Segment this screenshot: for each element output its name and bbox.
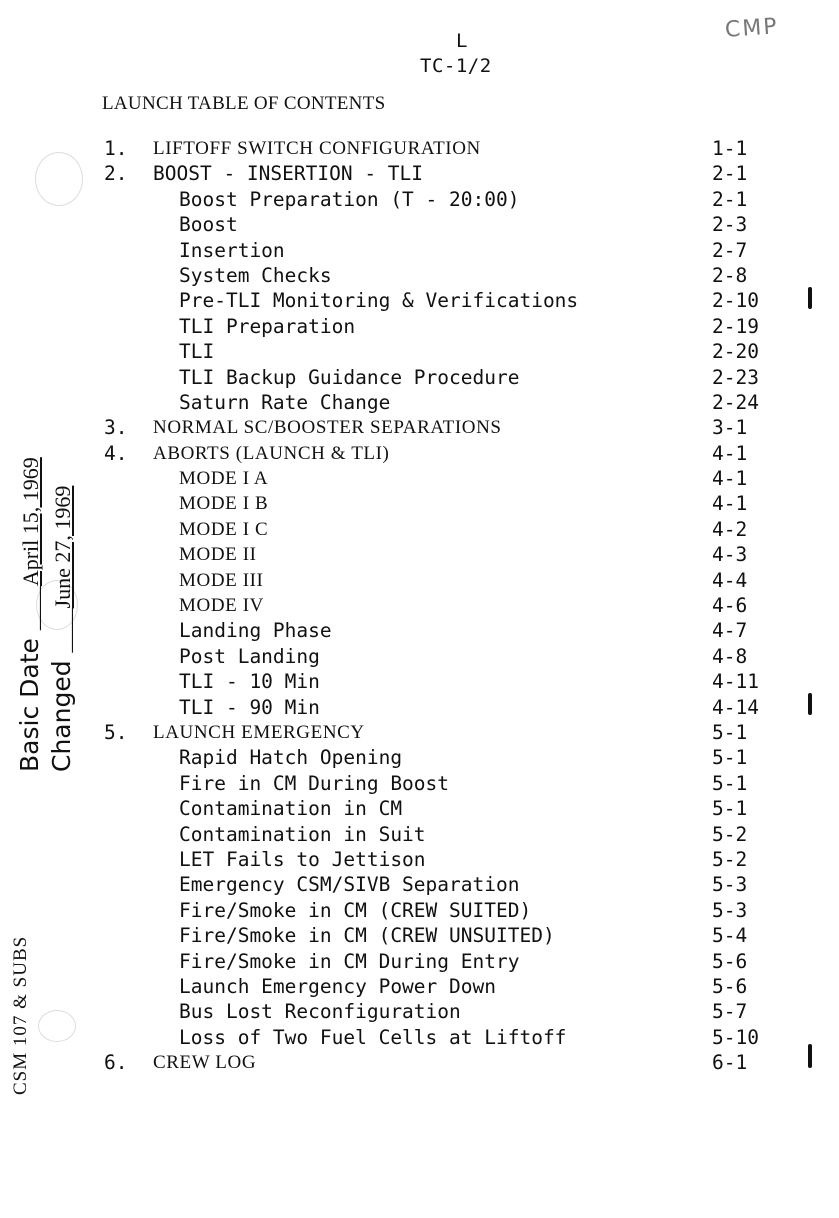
toc-label: Fire/Smoke in CM (CREW UNSUITED) <box>179 924 555 948</box>
toc-page-ref: 2-19 <box>712 314 759 338</box>
toc-entry <box>0 466 839 491</box>
revision-bar <box>808 693 812 715</box>
toc-page-ref: 5-4 <box>712 924 748 948</box>
toc-number: 6. <box>104 1051 128 1075</box>
toc-entry <box>0 314 839 339</box>
toc-entry <box>0 847 839 872</box>
toc-entry <box>0 339 839 364</box>
toc-label: MODE II <box>179 544 257 566</box>
toc-label: LIFTOFF SWITCH CONFIGURATION <box>153 138 481 159</box>
toc-label: System Checks <box>179 263 332 287</box>
toc-page-ref: 4-8 <box>712 644 748 668</box>
toc-label: MODE I C <box>179 518 269 540</box>
toc-label: MODE I B <box>179 493 269 515</box>
toc-entry <box>0 999 839 1024</box>
toc-label: Emergency CSM/SIVB Separation <box>179 873 520 897</box>
toc-label: LET Fails to Jettison <box>179 847 426 871</box>
toc-page-ref: 2-23 <box>712 365 759 389</box>
toc-entry <box>0 796 839 821</box>
toc-page-ref: 4-2 <box>712 517 748 541</box>
toc-page-ref: 5-3 <box>712 898 748 922</box>
toc-page-ref: 5-1 <box>712 771 748 795</box>
toc-page-ref: 4-1 <box>712 441 748 465</box>
toc-page-ref: 5-10 <box>712 1025 759 1049</box>
toc-entry <box>0 542 839 567</box>
toc-label: Post Landing <box>179 644 320 668</box>
toc-page-ref: 6-1 <box>712 1051 748 1075</box>
toc-entry <box>0 365 839 390</box>
toc-page-ref: 4-1 <box>712 467 748 491</box>
toc-label: NORMAL SC/BOOSTER SEPARATIONS <box>153 417 502 439</box>
toc-entry <box>0 644 839 669</box>
toc-page-ref: 2-3 <box>712 213 748 237</box>
cmp-stamp: CMP <box>724 14 780 43</box>
changed-label: Changed <box>47 660 76 772</box>
toc-page-ref: 2-10 <box>712 289 759 313</box>
toc-entry <box>0 771 839 796</box>
toc-page-ref: 5-6 <box>712 949 748 973</box>
toc-entry <box>0 974 839 999</box>
toc-label: Fire/Smoke in CM During Entry <box>179 949 520 973</box>
toc-entry <box>0 593 839 618</box>
toc-label: MODE IV <box>179 595 264 617</box>
toc-label: ABORTS (LAUNCH & TLI) <box>153 442 390 464</box>
toc-entry <box>0 390 839 415</box>
basic-date-value: April 15, 1969 <box>18 457 43 587</box>
toc-number: 5. <box>104 720 128 744</box>
toc-entry <box>0 923 839 948</box>
toc-page-ref: 5-1 <box>712 746 748 770</box>
toc-label: Fire/Smoke in CM (CREW SUITED) <box>179 898 532 922</box>
toc-page-ref: 4-1 <box>712 492 748 516</box>
toc-label: TLI - 90 Min <box>179 695 320 719</box>
toc-label: Saturn Rate Change <box>179 390 391 414</box>
toc-label: Landing Phase <box>179 619 332 643</box>
toc-number: 2. <box>104 162 128 186</box>
toc-label: Launch Emergency Power Down <box>179 974 496 998</box>
csm-designation: CSM 107 & SUBS <box>10 935 31 1095</box>
toc-page-ref: 5-1 <box>712 720 748 744</box>
toc-label: Contamination in CM <box>179 797 403 821</box>
toc-page-ref: 4-6 <box>712 594 748 618</box>
toc-entry <box>0 263 839 288</box>
toc-label: CREW LOG <box>153 1052 257 1074</box>
page-number: TC-1/2 <box>420 55 492 77</box>
toc-page-ref: 2-20 <box>712 340 759 364</box>
toc-page-ref: 4-14 <box>712 695 759 719</box>
page-title: LAUNCH TABLE OF CONTENTS <box>102 93 386 114</box>
toc-label: LAUNCH EMERGENCY <box>153 721 365 743</box>
toc-entry <box>0 669 839 694</box>
toc-section <box>0 415 839 440</box>
toc-label: MODE III <box>179 569 264 591</box>
revision-bar <box>808 1044 812 1068</box>
binder-hole <box>38 1010 76 1042</box>
toc-entry <box>0 822 839 847</box>
toc-label: Fire in CM During Boost <box>179 771 450 795</box>
toc-page-ref: 4-3 <box>712 543 748 567</box>
toc-label: Pre-TLI Monitoring & Verifications <box>179 289 579 313</box>
toc-entry <box>0 949 839 974</box>
toc-entry <box>0 238 839 263</box>
toc-page-ref: 2-7 <box>712 238 748 262</box>
toc-page-ref: 3-1 <box>712 416 748 440</box>
toc-entry <box>0 898 839 923</box>
toc-page-ref: 5-7 <box>712 1000 748 1024</box>
toc-label: Bus Lost Reconfiguration <box>179 1000 461 1024</box>
toc-section <box>0 1050 839 1075</box>
toc-label: Rapid Hatch Opening <box>179 746 403 770</box>
toc-entry <box>0 517 839 542</box>
revision-bar <box>808 287 812 309</box>
toc-page-ref: 5-2 <box>712 847 748 871</box>
toc-entry <box>0 491 839 516</box>
toc-label: Loss of Two Fuel Cells at Liftoff <box>179 1025 567 1049</box>
toc-entry <box>0 288 839 313</box>
toc-entry <box>0 568 839 593</box>
toc-entry <box>0 187 839 212</box>
changed-date-value: June 27, 1969 <box>50 485 75 609</box>
toc-label: Insertion <box>179 238 285 262</box>
toc-section <box>0 720 839 745</box>
toc-page-ref: 2-8 <box>712 263 748 287</box>
revision-dates: Basic Date ____April 15, 1969 Changed ____June 27, 1969 <box>15 457 76 772</box>
basic-date-label: Basic Date <box>15 638 44 772</box>
toc-page-ref: 2-24 <box>712 390 759 414</box>
toc-entry <box>0 872 839 897</box>
toc-section <box>0 136 839 161</box>
toc-page-ref: 5-6 <box>712 974 748 998</box>
toc-page-ref: 4-11 <box>712 670 759 694</box>
binder-hole <box>35 152 83 206</box>
toc-label: TLI Backup Guidance Procedure <box>179 365 520 389</box>
toc-number: 4. <box>104 441 128 465</box>
toc-section <box>0 161 839 186</box>
toc-page-ref: 1-1 <box>712 137 748 160</box>
toc-page-ref: 4-4 <box>712 568 748 592</box>
toc-page-ref: 5-3 <box>712 873 748 897</box>
toc-page-ref: 2-1 <box>712 187 748 211</box>
toc-label: BOOST - INSERTION - TLI <box>153 162 424 186</box>
toc-label: TLI Preparation <box>179 314 356 338</box>
toc-section <box>0 441 839 466</box>
toc-entry <box>0 212 839 237</box>
toc-label: Contamination in Suit <box>179 822 426 846</box>
toc-page-ref: 5-1 <box>712 797 748 821</box>
section-letter: L <box>456 30 468 52</box>
toc-entry <box>0 695 839 720</box>
toc-entry <box>0 745 839 770</box>
toc-label: Boost <box>179 213 238 237</box>
toc-number: 1. <box>104 137 128 160</box>
toc-label: TLI <box>179 340 215 364</box>
toc-label: Boost Preparation (T - 20:00) <box>179 187 520 211</box>
toc-label: TLI - 10 Min <box>179 670 320 694</box>
toc-entry <box>0 1025 839 1050</box>
toc-page-ref: 2-1 <box>712 162 748 186</box>
toc-label: MODE I A <box>179 468 269 490</box>
toc-page-ref: 4-7 <box>712 619 748 643</box>
toc-entry <box>0 618 839 643</box>
toc-page-ref: 5-2 <box>712 822 748 846</box>
table-of-contents <box>0 136 839 1075</box>
toc-number: 3. <box>104 416 128 440</box>
